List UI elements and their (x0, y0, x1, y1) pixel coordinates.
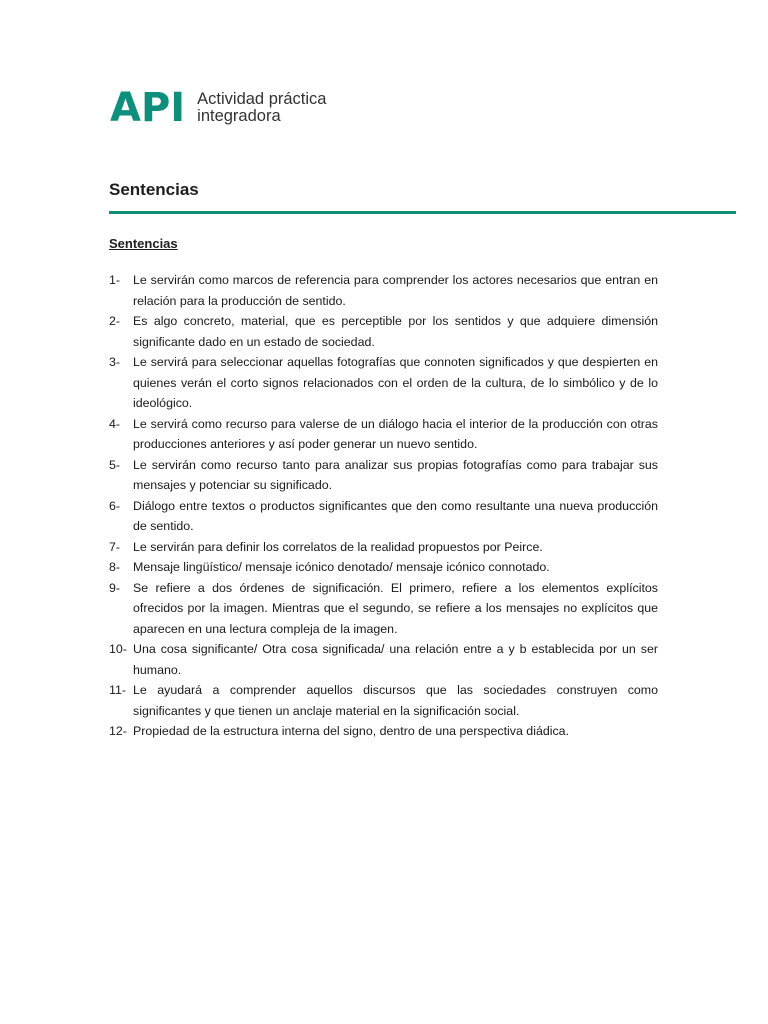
item-text: Es algo concreto, material, que es perceptible por los sentidos y que adquiere dimensión significante dado en un estado de sociedad. (133, 314, 658, 349)
item-number: 11- (109, 683, 126, 697)
subheading: Sentencias (109, 236, 178, 251)
list-item (109, 414, 658, 455)
list-item (109, 680, 658, 721)
list-item (109, 721, 658, 742)
item-text: Una cosa significante/ Otra cosa significada/ una relación entre a y b establecida por un ser humano. (133, 642, 658, 677)
item-number: 4- (109, 416, 121, 431)
item-number: 7- (109, 539, 121, 554)
list-item (109, 639, 658, 680)
list-item (109, 496, 658, 537)
item-number: 5- (109, 457, 121, 472)
list-item (109, 270, 658, 311)
item-number: 9- (109, 580, 121, 595)
list-item (109, 352, 658, 414)
api-logo (110, 85, 327, 131)
list-item (109, 311, 658, 352)
logo-line-2: integradora (197, 107, 281, 125)
item-text: Mensaje lingüístico/ mensaje icónico denotado/ mensaje icónico connotado. (133, 560, 550, 574)
item-number: 6- (109, 498, 121, 513)
item-number: 12- (109, 724, 127, 738)
item-text: Propiedad de la estructura interna del signo, dentro de una perspectiva diádica. (133, 724, 570, 738)
item-text: Le ayudará a comprender aquellos discursos que las sociedades construyen como significantes y que tienen un anclaje material en la significación social. (133, 683, 658, 718)
logo-text (197, 91, 326, 125)
item-text: Le servirán para definir los correlatos de la realidad propuestos por Peirce. (133, 539, 543, 554)
item-number: 2- (109, 314, 121, 328)
item-number: 10- (109, 642, 127, 656)
logo-mark: API (110, 85, 186, 131)
item-text: Le servirán como marcos de referencia para comprender los actores necesarios que entran en relación para la producción de sentido. (133, 273, 658, 308)
section-title: Sentencias (109, 180, 199, 199)
section-divider (109, 211, 736, 214)
item-text: Le servirán como recurso tanto para analizar sus propias fotografías como para trabajar sus mensajes y potenciar su significado. (133, 457, 658, 492)
list-item (109, 578, 658, 640)
item-text: Le servirá como recurso para valerse de un diálogo hacia el interior de la producción con otras producciones anteriores y así poder generar un nuevo sentido. (133, 416, 658, 451)
item-text: Diálogo entre textos o productos significantes que den como resultante una nueva producción de sentido. (133, 498, 658, 533)
item-text: Le servirá para seleccionar aquellas fotografías que connoten significados y que despierten en quienes verán el corto signos relacionados con el orden de la cultura, de lo simbólico y de lo ideológico. (133, 355, 658, 410)
logo-line-1: Actividad práctica (197, 90, 327, 108)
list-item (109, 455, 658, 496)
item-number: 1- (109, 273, 121, 287)
item-number: 3- (109, 355, 121, 369)
item-number: 8- (109, 560, 121, 574)
list-item (109, 557, 658, 578)
item-text: Se refiere a dos órdenes de significación. El primero, refiere a los elementos explícitos ofrecidos por la imagen. Mientras que el segundo, se refiere a los mensajes no explícitos que aparecen en una lectura compleja de la imagen. (133, 580, 658, 636)
sentences-list (109, 270, 658, 742)
list-item (109, 537, 658, 558)
